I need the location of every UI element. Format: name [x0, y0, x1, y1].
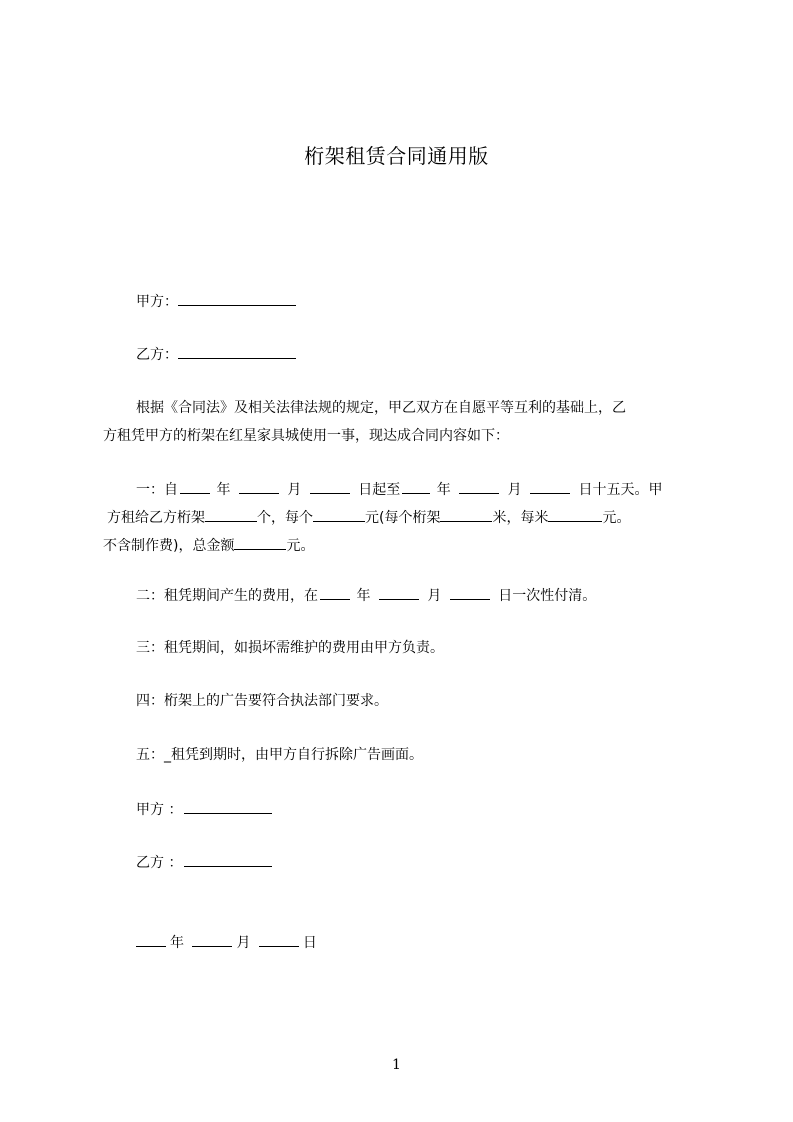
clause-1-line-1	[136, 479, 663, 500]
clause-1-start-day-blank[interactable]	[310, 479, 350, 494]
clause-1-end-day-blank[interactable]	[530, 479, 570, 494]
clause-1-end-month-blank[interactable]	[459, 479, 499, 494]
clause-2-day-blank[interactable]	[450, 585, 490, 600]
party-a-line	[136, 291, 296, 312]
clause-1-meter-price-blank[interactable]	[548, 507, 602, 522]
party-a-blank[interactable]	[178, 291, 296, 306]
party-b-blank[interactable]	[178, 344, 296, 359]
date-month-label: 月	[236, 935, 251, 951]
clause-1-tail: 日十五天。甲	[578, 482, 663, 498]
party-b-label: 乙方：	[136, 347, 178, 363]
clause-1-total-label: 不含制作费)，总金额	[103, 538, 235, 554]
clause-1-yuan-label: 元。	[602, 510, 631, 526]
signature-date-line	[136, 932, 317, 953]
clause-2-year-blank[interactable]	[320, 585, 350, 600]
signature-a-blank[interactable]	[184, 799, 272, 814]
clause-3-line: 三：租凭期间，如损坏需维护的费用由甲方负责。	[136, 640, 444, 656]
clause-1-start-month-blank[interactable]	[239, 479, 279, 494]
clause-1-prefix: 一：自	[136, 482, 178, 498]
clause-2-tail: 日一次性付清。	[498, 588, 597, 604]
clause-1-each-label: 个，每个	[257, 510, 313, 526]
clause-4-line: 四：桁架上的广告要符合执法部门要求。	[136, 693, 388, 709]
page-number: 1	[392, 1057, 401, 1073]
clause-1-per-truss-label: 元(每个桁架	[365, 510, 441, 526]
party-b-line	[136, 344, 296, 365]
clause-1-meters-blank[interactable]	[440, 507, 492, 522]
party-a-label: 甲方：	[136, 294, 178, 310]
intro-line-2: 方租凭甲方的桁架在红星家具城使用一事，现达成合同内容如下：	[103, 428, 509, 444]
signature-b-line	[136, 852, 272, 873]
date-month-blank[interactable]	[192, 932, 232, 947]
clause-2-month-label: 月	[427, 588, 442, 604]
clause-1-year2-label: 年	[436, 482, 451, 498]
clause-1-year-label: 年	[216, 482, 231, 498]
clause-5-line: 五：_租凭到期时，由甲方自行拆除广告画面。	[136, 747, 423, 763]
clause-2-year-label: 年	[356, 588, 371, 604]
signature-b-blank[interactable]	[184, 852, 272, 867]
clause-1-total-blank[interactable]	[234, 535, 286, 550]
clause-1-line-2	[107, 507, 630, 528]
clause-2-prefix: 二：租凭期间产生的费用，在	[136, 588, 318, 604]
clause-1-per-meter-label: 米，每米	[492, 510, 549, 526]
clause-2-month-blank[interactable]	[379, 585, 419, 600]
signature-a-line	[136, 799, 272, 820]
clause-1-truss-label: 方租给乙方桁架	[107, 510, 205, 526]
clause-1-month-label: 月	[287, 482, 302, 498]
clause-1-total-yuan-label: 元。	[286, 538, 315, 554]
signature-b-label: 乙方 ：	[136, 855, 183, 871]
document-title: 桁架租赁合同通用版	[304, 144, 489, 168]
date-year-blank[interactable]	[136, 932, 166, 947]
intro-line-1: 根据《合同法》及相关法律法规的规定，甲乙双方在自愿平等互利的基础上，乙	[136, 400, 626, 416]
clause-2-line	[136, 585, 596, 606]
clause-1-line-3	[103, 535, 314, 556]
date-day-label: 日	[302, 935, 317, 951]
clause-1-day-from-label: 日起至	[358, 482, 401, 498]
clause-1-month2-label: 月	[507, 482, 522, 498]
signature-a-label: 甲方 ：	[136, 802, 183, 818]
clause-1-end-year-blank[interactable]	[402, 479, 430, 494]
clause-1-start-year-blank[interactable]	[180, 479, 210, 494]
date-day-blank[interactable]	[259, 932, 299, 947]
clause-1-truss-count-blank[interactable]	[205, 507, 257, 522]
date-year-label: 年	[170, 935, 184, 951]
clause-1-unit-price-blank[interactable]	[313, 507, 365, 522]
